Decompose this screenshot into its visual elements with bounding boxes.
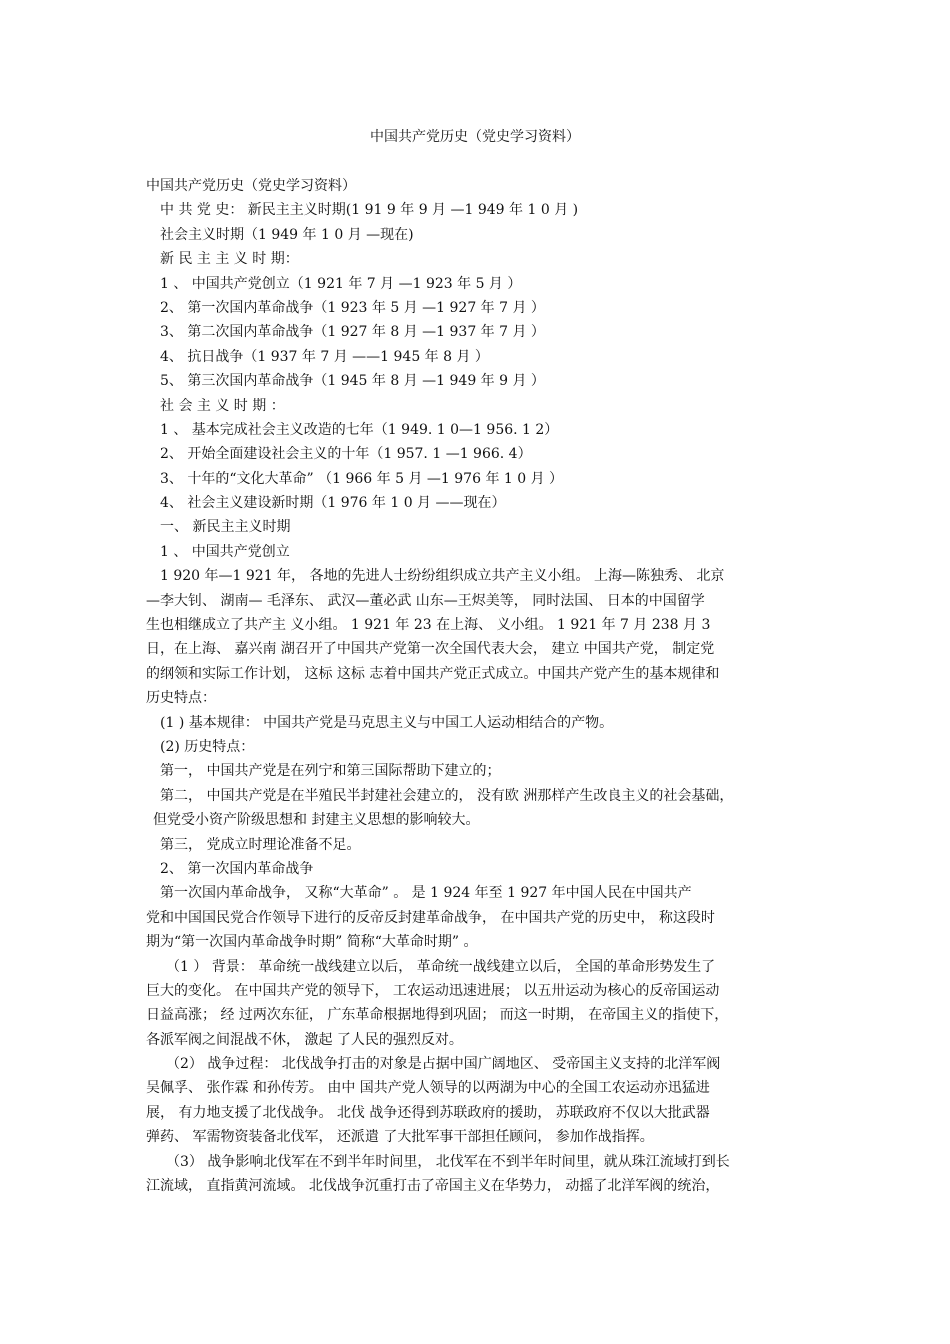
document-title: 中国共产党历史（党史学习资料）: [370, 129, 580, 145]
text-line: 社会主义时期（1 949 年 1 0 月 —现在): [160, 226, 414, 243]
text-line: 1 、 中国共产党创立: [160, 543, 290, 560]
text-line: 第一次国内革命战争， 又称“大革命” 。 是 1 924 年至 1 927 年中国人民在中国共产: [160, 885, 692, 902]
text-line: 一、 新民主主义时期: [160, 519, 291, 536]
text-line: 3、 第二次国内革命战争（1 927 年 8 月 —1 937 年 7 月 ）: [160, 324, 545, 341]
text-line: 历史特点：: [146, 690, 216, 707]
text-line: 3、 十年的“文化大革命” （1 966 年 5 月 —1 976 年 1 0 月 ）: [160, 470, 564, 487]
text-line: （1 ） 背景： 革命统一战线建立以后， 革命统一战线建立以后， 全国的革命形势发生了: [166, 958, 716, 975]
text-line: (2) 历史特点：: [160, 738, 255, 755]
text-line: 江流域， 直指黄河流域。 北伐战争沉重打击了帝国主义在华势力， 动摇了北洋军阀的统治，: [146, 1178, 720, 1195]
text-line: 各派军阀之间混战不休， 激起 了人民的强烈反对。: [146, 1031, 463, 1048]
text-line: 2、 第一次国内革命战争（1 923 年 5 月 —1 927 年 7 月 ）: [160, 299, 545, 316]
text-line: 的纲领和实际工作计划， 这标 这标 志着中国共产党正式成立。中国共产党产生的基本规律和: [146, 665, 720, 682]
text-line: 第三， 党成立时理论准备不足。: [160, 836, 361, 853]
text-line: 展， 有力地支援了北伐战争。 北伐 战争还得到苏联政府的援助， 苏联政府不仅以大批武器: [146, 1104, 710, 1121]
text-line: 1 、 中国共产党创立（1 921 年 7 月 —1 923 年 5 月 ）: [160, 275, 522, 292]
text-line: 新 民 主 主 义 时 期：: [160, 251, 299, 268]
text-line: 弹药、 军需物资装备北伐军， 还派遣 了大批军事干部担任顾问， 参加作战指挥。: [146, 1129, 654, 1146]
text-line: 1 920 年—1 921 年， 各地的先进人士纷纷组织成立共产主义小组。 上海—陈独秀、 北京: [160, 568, 725, 585]
text-line: 吴佩孚、 张作霖 和孙传芳。 由中 国共产党人领导的以两湖为中心的全国工农运动亦迅猛进: [146, 1080, 710, 1097]
text-line: —李大钊、 湖南— 毛泽东、 武汉—董必武 山东—王烬美等， 同时法国、 日本的中国留学: [146, 592, 705, 609]
text-line: 4、 抗日战争（1 937 年 7 月 ——1 945 年 8 月 ）: [160, 348, 489, 365]
text-line: 4、 社会主义建设新时期（1 976 年 1 0 月 ——现在）: [160, 495, 506, 512]
text-line: 社 会 主 义 时 期 ：: [160, 397, 285, 414]
text-line: （2） 战争过程： 北伐战争打击的对象是占据中国广阔地区、 受帝国主义支持的北洋军阀: [166, 1056, 721, 1073]
text-line: 5、 第三次国内革命战争（1 945 年 8 月 —1 949 年 9 月 ）: [160, 373, 545, 390]
text-line: 第二， 中国共产党是在半殖民半封建社会建立的， 没有欧 洲那样产生改良主义的社会基础，: [160, 787, 734, 804]
text-line: 2、 第一次国内革命战争: [160, 860, 314, 877]
text-line: 党和中国国民党合作领导下进行的反帝反封建革命战争， 在中国共产党的历史中， 称这段时: [146, 909, 715, 926]
text-line: 中国共产党历史（党史学习资料）: [146, 178, 356, 194]
text-line: 巨大的变化。 在中国共产党的领导下， 工农运动迅速进展； 以五卅运动为核心的反帝国运动: [146, 982, 720, 999]
text-line: 生也相继成立了共产主 义小组。 1 921 年 23 在上海、 义小组。 1 921 年 7 月 238 月 3: [146, 617, 711, 634]
document-body: [146, 174, 826, 1198]
text-line: 中 共 党 史： 新民主主义时期(1 91 9 年 9 月 —1 949 年 1 0 月 ): [160, 202, 579, 219]
text-line: 2、 开始全面建设社会主义的十年（1 957. 1 —1 966. 4）: [160, 446, 532, 463]
text-line: (1 ) 基本规律： 中国共产党是马克思主义与中国工人运动相结合的产物。: [160, 714, 614, 731]
text-line: 1 、 基本完成社会主义改造的七年（1 949. 1 0—1 956. 1 2）: [160, 421, 559, 438]
text-line: 第一， 中国共产党是在列宁和第三国际帮助下建立的；: [160, 763, 501, 780]
text-line: 日益高涨； 经 过两次东征， 广东革命根据地得到巩固； 而这一时期， 在帝国主义的指使下，: [146, 1007, 729, 1024]
text-line: 期为“第一次国内革命战争时期” 简称“大革命时期” 。: [146, 934, 478, 951]
text-line: （3） 战争影响北伐军在不到半年时间里， 北伐军在不到半年时间里，就从珠江流域打到长: [166, 1153, 730, 1170]
text-line: 但党受小资产阶级思想和 封建主义思想的影响较大。: [153, 812, 480, 829]
text-line: 日，在上海、 嘉兴南 湖召开了中国共产党第一次全国代表大会， 建立 中国共产党， 制定党: [146, 641, 715, 658]
